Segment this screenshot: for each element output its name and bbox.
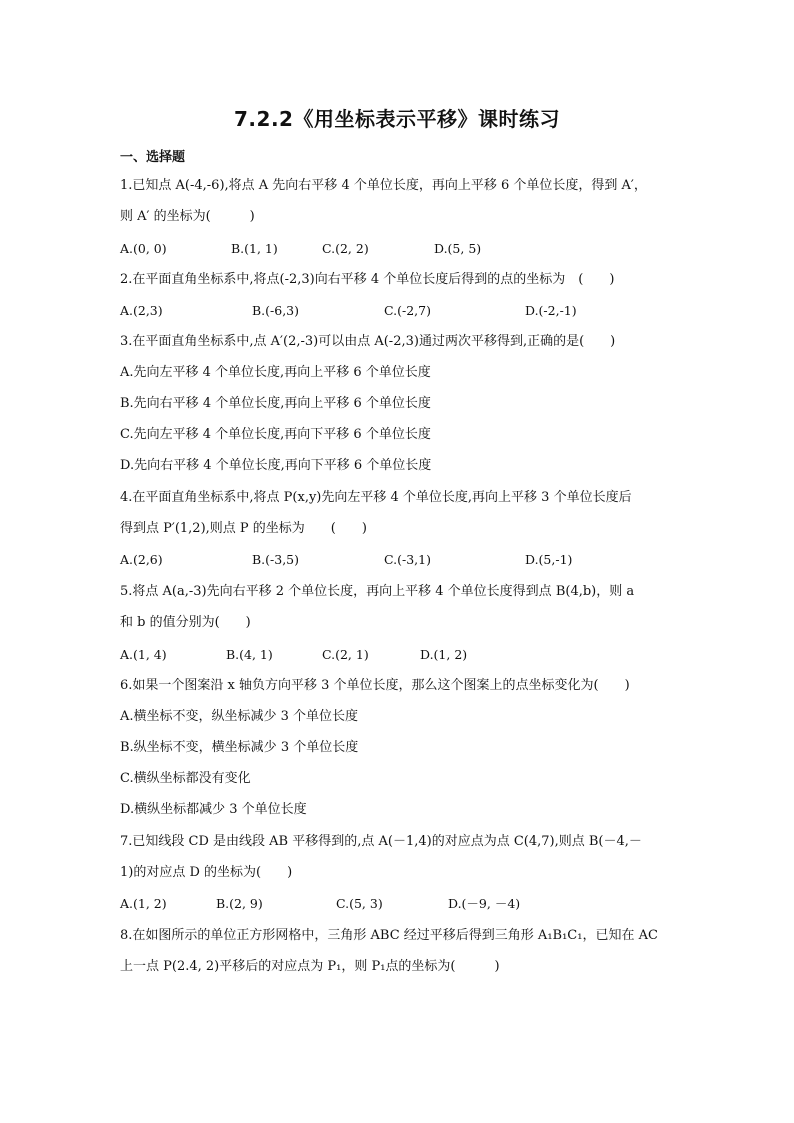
question-6-option-c: C.横纵坐标都没有变化 bbox=[120, 771, 251, 786]
question-1-line-1: 1.已知点 A(-4,-6),将点 A 先向右平移 4 个单位长度，再向上平移 6 个单位长度，得到 A′， bbox=[120, 178, 647, 193]
option-c: C.(2, 2) bbox=[322, 241, 369, 256]
option-b: B.(4, 1) bbox=[226, 647, 273, 662]
option-d: D.(5, 5) bbox=[434, 241, 482, 256]
option-c: C.(-3,1) bbox=[384, 552, 431, 567]
option-a: A.(0, 0) bbox=[120, 241, 167, 256]
question-6-option-d: D.横纵坐标都减少 3 个单位长度 bbox=[120, 802, 307, 817]
option-c: C.(2, 1) bbox=[322, 647, 369, 662]
question-7-line-1: 7.已知线段 CD 是由线段 AB 平移得到的,点 A(－1,4)的对应点为点 C(4,7),则点 B(－4,－ bbox=[120, 834, 642, 849]
question-3-option-c: C.先向左平移 4 个单位长度,再向下平移 6 个单位长度 bbox=[120, 427, 431, 442]
option-b: B.(1, 1) bbox=[231, 241, 278, 256]
option-a: A.(2,6) bbox=[120, 552, 163, 567]
option-d: D.(5,-1) bbox=[525, 552, 573, 567]
question-3-line-1: 3.在平面直角坐标系中,点 A′(2,-3)可以由点 A(-2,3)通过两次平移得到,正确的是( ) bbox=[120, 334, 616, 349]
question-6-option-b: B.纵坐标不变，横坐标减少 3 个单位长度 bbox=[120, 740, 359, 755]
option-c: C.(5, 3) bbox=[336, 896, 383, 911]
option-d: D.(－9, －4) bbox=[448, 896, 521, 911]
question-5-line-2: 和 b 的值分别为( ) bbox=[120, 615, 251, 630]
question-5-line-1: 5.将点 A(a,-3)先向右平移 2 个单位长度，再向上平移 4 个单位长度得到点 B(4,b)，则 a bbox=[120, 584, 635, 599]
option-a: A.(1, 2) bbox=[120, 896, 167, 911]
question-7-line-2: 1)的对应点 D 的坐标为( ) bbox=[120, 865, 293, 880]
question-6-option-a: A.横坐标不变，纵坐标减少 3 个单位长度 bbox=[120, 709, 359, 724]
question-4-line-1: 4.在平面直角坐标系中,将点 P(x,y)先向左平移 4 个单位长度,再向上平移 3 个单位长度后 bbox=[120, 490, 632, 505]
option-d: D.(-2,-1) bbox=[525, 303, 577, 318]
option-a: A.(1, 4) bbox=[120, 647, 167, 662]
question-8-line-1: 8.在如图所示的单位正方形网格中，三角形 ABC 经过平移后得到三角形 A₁B₁C₁，已知在 AC bbox=[120, 928, 658, 943]
option-a: A.(2,3) bbox=[120, 303, 163, 318]
question-2-line-1: 2.在平面直角坐标系中,将点(-2,3)向右平移 4 个单位长度后得到的点的坐标为 ( ) bbox=[120, 272, 615, 287]
question-1-line-2: 则 A′ 的坐标为( ) bbox=[120, 209, 255, 224]
option-c: C.(-2,7) bbox=[384, 303, 431, 318]
question-3-option-a: A.先向左平移 4 个单位长度,再向上平移 6 个单位长度 bbox=[120, 365, 431, 380]
option-b: B.(-3,5) bbox=[252, 552, 300, 567]
option-b: B.(-6,3) bbox=[252, 303, 300, 318]
option-b: B.(2, 9) bbox=[216, 896, 263, 911]
question-8-line-2: 上一点 P(2.4, 2)平移后的对应点为 P₁，则 P₁点的坐标为( ) bbox=[120, 959, 500, 974]
question-3-option-d: D.先向右平移 4 个单位长度,再向下平移 6 个单位长度 bbox=[120, 458, 432, 473]
question-3-option-b: B.先向右平移 4 个单位长度,再向上平移 6 个单位长度 bbox=[120, 396, 431, 411]
question-4-line-2: 得到点 P′(1,2),则点 P 的坐标为 ( ) bbox=[120, 521, 367, 536]
page-title: 7.2.2《用坐标表示平移》课时练习 bbox=[234, 107, 560, 131]
section-heading: 一、选择题 bbox=[120, 150, 186, 165]
option-d: D.(1, 2) bbox=[420, 647, 468, 662]
question-6-line-1: 6.如果一个图案沿 x 轴负方向平移 3 个单位长度，那么这个图案上的点坐标变化为( ) bbox=[120, 678, 630, 693]
